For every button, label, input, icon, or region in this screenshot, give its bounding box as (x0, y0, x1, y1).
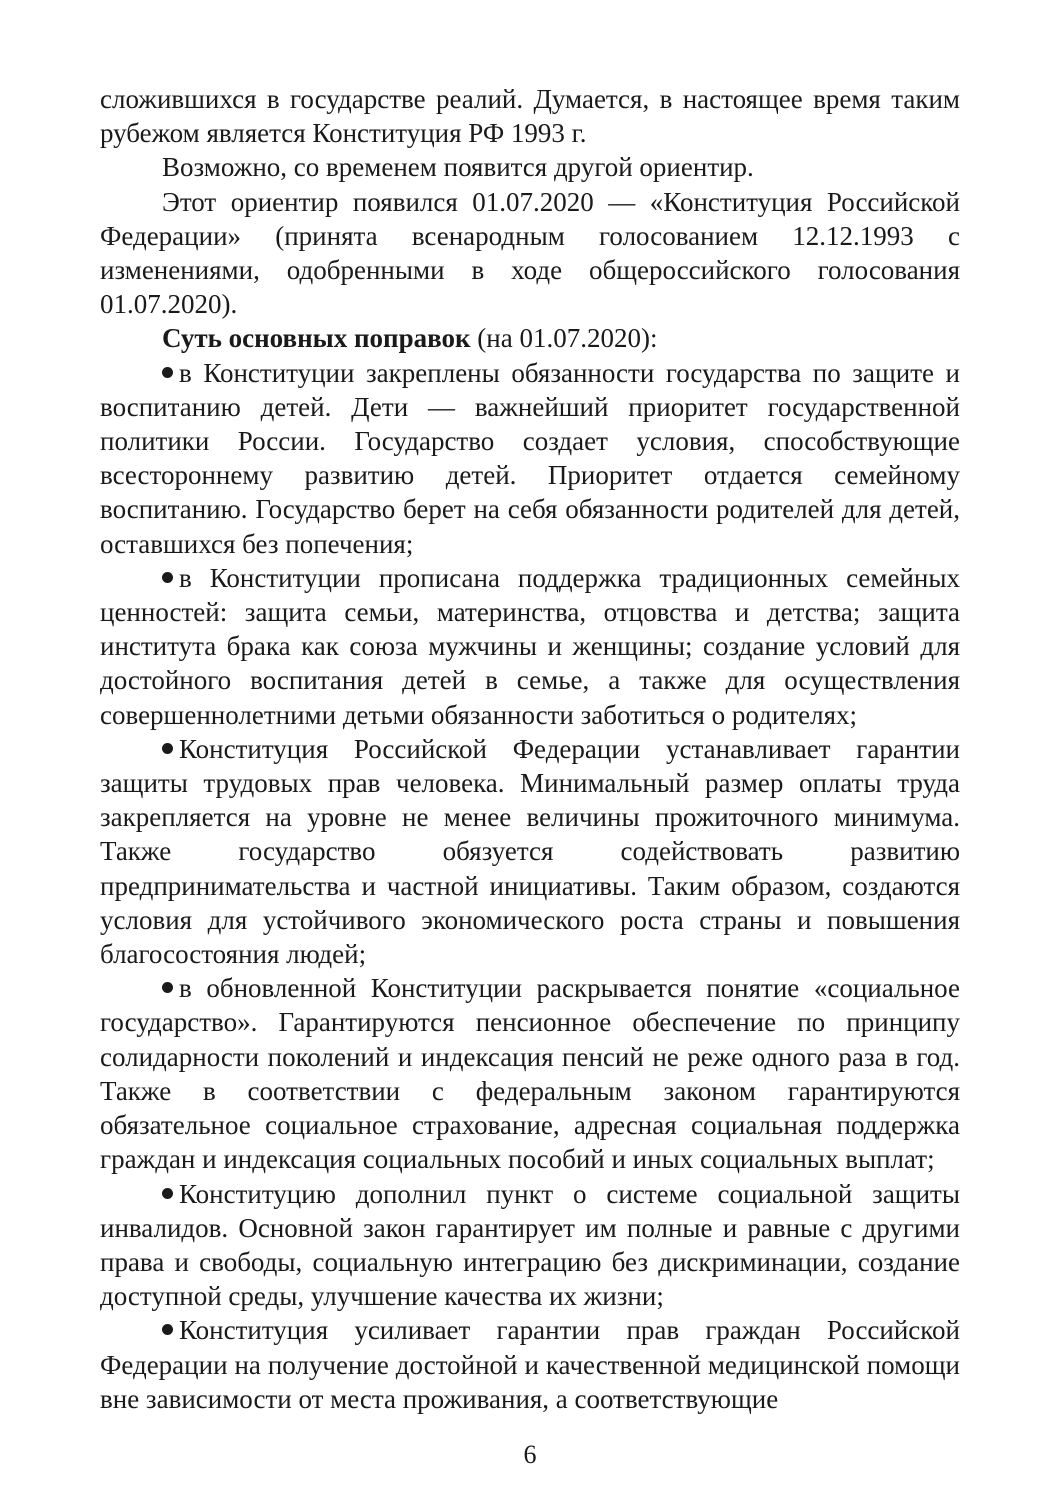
bullet-text: в Конституции прописана поддержка традиционных семейных ценностей: защита семьи, материнства, отцовства и детства; защита института брака как союза мужчины и женщины; создание условий для достойного воспитания детей в семье, а также для осуществления совершеннолетними детьми обязанности заботиться о родителях; (100, 562, 960, 730)
bullet-item-social-state (100, 971, 960, 1176)
bullet-text: Конституцию дополнил пункт о системе социальной защиты инвалидов. Основной закон гарантирует им полные и равные с другими права и свободы, социальную интеграцию без дискриминации, создание доступной среды, улучшение качества их жизни; (100, 1178, 960, 1312)
bullet-text: в Конституции закреплены обязанности государства по защите и воспитанию детей. Дети — важнейший приоритет государственной политики России. Государство создает условия, способствующие всестороннему развитию детей. Приоритет отдается семейному воспитанию. Государство берет на себя обязанности родителей для детей, оставшихся без попечения; (100, 357, 960, 559)
bullet-icon (162, 367, 173, 378)
bullet-item-children (100, 356, 960, 561)
paragraph-constitution-2020: Этот ориентир появился 01.07.2020 — «Конституция Российской Федерации» (принята всенародным голосованием 12.12.1993 с изменениями, одобренными в ходе общероссийского голосования 01.07.2020). (100, 186, 960, 320)
bullet-text: Конституция Российской Федерации устанавливает гарантии защиты трудовых прав человека. Минимальный размер оплаты труда закрепляется на уровне не менее величины прожиточного минимума. Также государство обязуется содействовать развитию предпринимательства и частной инициативы. Таким образом, создаются условия для устойчивого экономического роста страны и повышения благосостояния людей; (100, 733, 960, 970)
bullet-text: Конституция усиливает гарантии прав граждан Российской Федерации на получение достойной и качественной медицинской помощи вне зависимости от места проживания, а соответствующие (100, 1315, 960, 1414)
bullet-item-family-values (100, 561, 960, 732)
bullet-icon (162, 572, 173, 583)
page-number: 6 (523, 1440, 537, 1469)
bullet-icon (162, 1188, 173, 1199)
bullet-item-disability (100, 1177, 960, 1314)
section-heading-date: (на 01.07.2020): (470, 323, 658, 354)
page-body (100, 82, 960, 1416)
bullet-icon (162, 1324, 173, 1335)
bullet-text: в обновленной Конституции раскрывается понятие «социальное государство». Гарантируются пенсионное обеспечение по принципу солидарности поколений и индексация пенсий не реже одного раза в год. Также в соответствии с федеральным законом гарантируются обязательное социальное страхование, адресная социальная поддержка граждан и индексация социальных пособий и иных социальных выплат; (100, 973, 960, 1175)
bullet-item-medical-care (100, 1313, 960, 1416)
section-heading-bold: Суть основных поправок (162, 323, 471, 354)
bullet-icon (162, 982, 173, 993)
paragraph-continuation: сложившихся в государстве реалий. Думается, в настоящее время таким рубежом является Конституция РФ 1993 г. (100, 84, 960, 149)
bullet-icon (162, 743, 173, 754)
section-heading (100, 321, 960, 355)
bullet-item-labor-rights (100, 732, 960, 971)
paragraph-other-landmark: Возможно, со временем появится другой ориентир. (162, 152, 754, 183)
